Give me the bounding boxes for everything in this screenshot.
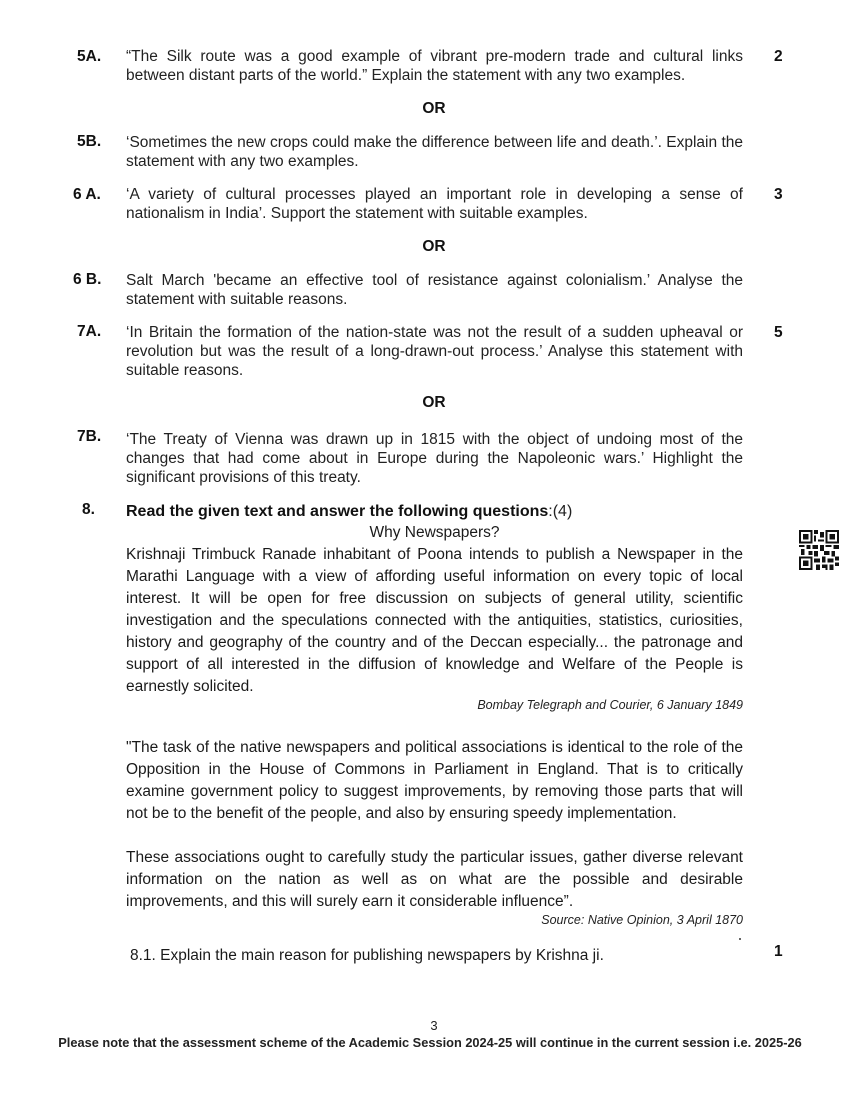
question-text-6b: Salt March 'became an effective tool of resistance against colonialism.’ Analyse the statement with suitable reasons. xyxy=(126,272,743,308)
question-number-6a: 6 A. xyxy=(73,186,101,203)
marks-8-1: 1 xyxy=(774,943,783,960)
question-text-7b: ‘The Treaty of Vienna was drawn up in 1815 with the object of undoing most of the changes that had come about in Europe during the Napoleonic wars.’ Highlight the significant provisions of this treaty. xyxy=(126,431,743,486)
or-separator: OR xyxy=(422,100,446,117)
or-separator: OR xyxy=(422,238,446,255)
stray-dot xyxy=(739,938,741,940)
question-number-5a: 5A. xyxy=(77,48,102,65)
subquestion-8-1: 8.1. Explain the main reason for publishing newspapers by Krishna ji. xyxy=(130,947,604,964)
qr-code-icon xyxy=(799,530,839,570)
passage-2b: These associations ought to carefully study the particular issues, gather diverse relevant information on the nation as well as on what are the possible and desirable improvements, and this will surely earn it considerable influence”. xyxy=(126,849,743,910)
marks-6a: 3 xyxy=(774,186,783,203)
passage-2a: "The task of the native newspapers and political associations is identical to the role of the Opposition in the House of Commons in Parliament in England. That is to critically examine government policy to suggest improvements, by removing those parts that will not be to the benefit of the people, and also by ensuring speedy implementation. xyxy=(126,739,743,822)
instruction-marks: :(4) xyxy=(548,503,573,520)
question-instruction-8 xyxy=(126,502,743,521)
footer-note: Please note that the assessment scheme of the Academic Session 2024-25 will continue in the current session i.e. 2025-26 xyxy=(58,1035,802,1050)
question-number-5b: 5B. xyxy=(77,133,102,150)
question-text-6a: ‘A variety of cultural processes played an important role in developing a sense of nationalism in India’. Support the statement with suitable examples. xyxy=(126,186,743,222)
marks-5a: 2 xyxy=(774,48,783,65)
passage-1: Krishnaji Trimbuck Ranade inhabitant of Poona intends to publish a Newspaper in the Marathi Language with a view of affording useful information on every topic of local interest. It will be open for free discussion on subjects of general utility, scientific investigation and the speculations connected with the antiquities, statistics, curiosities, history and geography of the country and of the Deccan especially... the patronage and support of all interested in the diffusion of knowledge and Welfare of the People is earnestly solicited. xyxy=(126,546,743,695)
passage-title: Why Newspapers? xyxy=(369,524,500,541)
question-number-8: 8. xyxy=(82,501,95,518)
marks-7a: 5 xyxy=(774,324,783,341)
source-1: Bombay Telegraph and Courier, 6 January 1849 xyxy=(477,698,743,712)
source-2: Source: Native Opinion, 3 April 1870 xyxy=(541,913,743,927)
question-text-7a: ‘In Britain the formation of the nation-state was not the result of a sudden upheaval or revolution but was the result of a long-drawn-out process.’ Analyse this statement with suitable reasons. xyxy=(126,324,743,379)
question-number-7a: 7A. xyxy=(77,323,102,340)
question-number-6b: 6 B. xyxy=(73,271,102,288)
question-number-7b: 7B. xyxy=(77,428,102,445)
question-text-5b: ‘Sometimes the new crops could make the difference between life and death.’. Explain the statement with any two examples. xyxy=(126,134,743,170)
question-text-5a: “The Silk route was a good example of vibrant pre-modern trade and cultural links between distant parts of the world.” Explain the statement with any two examples. xyxy=(126,48,743,84)
instruction-text: Read the given text and answer the following questions xyxy=(126,503,549,520)
or-separator: OR xyxy=(422,394,446,411)
page-number: 3 xyxy=(430,1018,438,1033)
